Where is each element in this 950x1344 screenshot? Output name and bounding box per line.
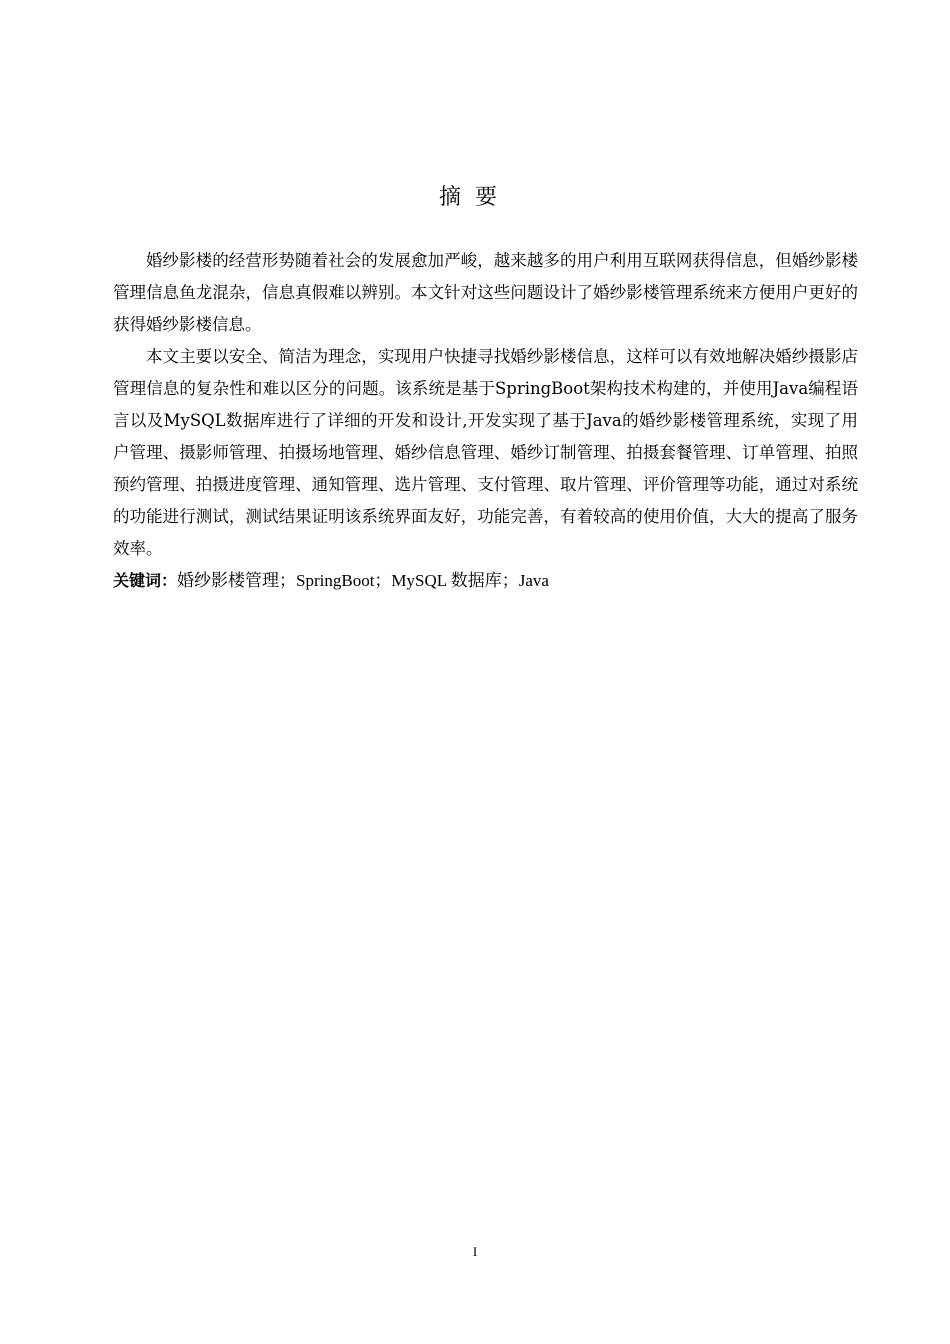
keywords-line [113,565,858,597]
abstract-body [113,245,858,597]
abstract-paragraph-2: 本文主要以安全、简洁为理念，实现用户快捷寻找婚纱影楼信息，这样可以有效地解决婚纱摄影店管理信息的复杂性和难以区分的问题。该系统是基于SpringBoot架构技术构建的，并使用Java编程语言以及MySQL数据库进行了详细的开发和设计,开发实现了基于Java的婚纱影楼管理系统，实现了用户管理、摄影师管理、拍摄场地管理、婚纱信息管理、婚纱订制管理、拍摄套餐管理、订单管理、拍照预约管理、拍摄进度管理、通知管理、选片管理、支付管理、取片管理、评价管理等功能，通过对系统的功能进行测试，测试结果证明该系统界面友好，功能完善，有着较高的使用价值，大大的提高了服务效率。 [113,347,858,558]
keywords-text: 婚纱影楼管理；SpringBoot；MySQL 数据库；Java [177,571,549,590]
abstract-title: 摘要 [438,185,511,210]
keywords-label: 关键词： [113,571,178,590]
page-number: I [472,1244,478,1259]
abstract-paragraph-1: 婚纱影楼的经营形势随着社会的发展愈加严峻，越来越多的用户利用互联网获得信息，但婚纱影楼管理信息鱼龙混杂，信息真假难以辨别。本文针对这些问题设计了婚纱影楼管理系统来方便用户更好的获得婚纱影楼信息。 [113,251,858,334]
